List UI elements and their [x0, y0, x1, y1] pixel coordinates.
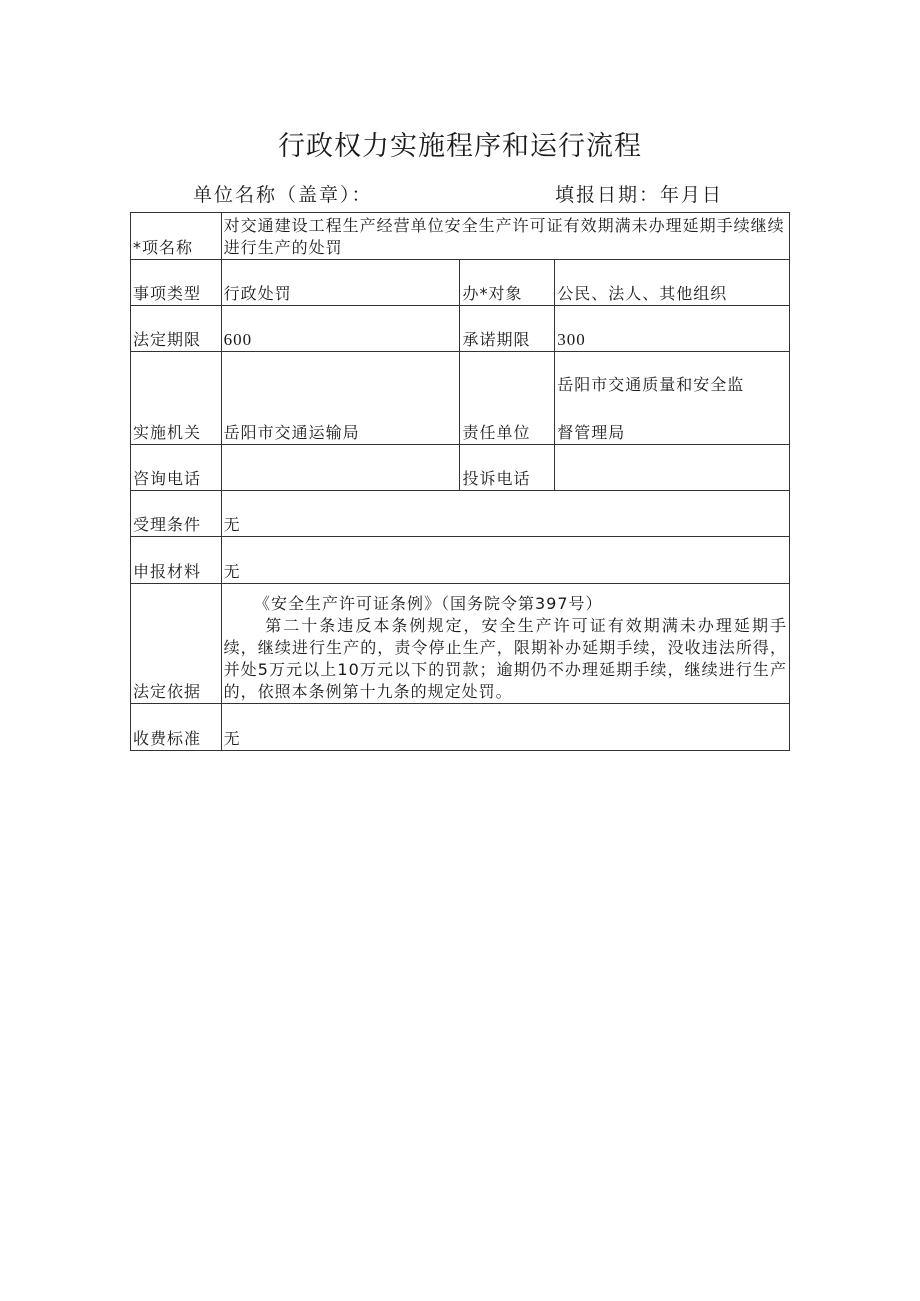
implementing-agency-label: 实施机关 [131, 352, 222, 445]
row-acceptance-conditions [131, 491, 790, 537]
legal-limit-label: 法定期限 [131, 306, 222, 352]
application-materials-value: 无 [221, 537, 789, 584]
fee-standard-label: 收费标准 [131, 704, 222, 751]
power-implementation-form [130, 212, 790, 751]
row-item-name [131, 213, 790, 260]
page-title: 行政权力实施程序和运行流程 [278, 131, 642, 162]
legal-basis-regulation: 《安全生产许可证条例》（国务院令第397号） [253, 594, 603, 613]
legal-limit-value: 600 [221, 306, 460, 352]
row-item-type [131, 260, 790, 306]
fill-date-label: 填报日期：年月日 [555, 184, 724, 206]
row-fee-standard [131, 704, 790, 751]
responsible-unit-value [555, 352, 790, 445]
complaint-phone-value [555, 445, 790, 491]
item-type-label: 事项类型 [131, 260, 222, 306]
legal-basis-value [221, 584, 789, 704]
unit-name-label: 单位名称（盖章）： [193, 184, 373, 206]
row-legal-basis [131, 584, 790, 704]
responsible-unit-line2: 督管理局 [557, 423, 626, 442]
responsible-unit-line1: 岳阳市交通质量和安全监 [557, 375, 745, 394]
fee-standard-value: 无 [221, 704, 789, 751]
row-application-materials [131, 537, 790, 584]
item-name-value: 对交通建设工程生产经营单位安全生产许可证有效期满未办理延期手续继续进行生产的处罚 [221, 213, 789, 260]
consult-phone-value [221, 445, 460, 491]
item-type-value: 行政处罚 [221, 260, 460, 306]
row-phones [131, 445, 790, 491]
implementing-agency-value: 岳阳市交通运输局 [221, 352, 460, 445]
promised-limit-label: 承诺期限 [460, 306, 555, 352]
legal-basis-article: 第二十条违反本条例规定，安全生产许可证有效期满未办理延期手续，继续进行生产的，责令停止生产，限期补办延期手续，没收违法所得，并处5万元以上10万元以下的罚款；逾期仍不办理延期手续，继续进行生产的，依照本条例第十九条的规定处罚。 [223, 616, 787, 701]
consult-phone-label: 咨询电话 [131, 445, 222, 491]
acceptance-conditions-label: 受理条件 [131, 491, 222, 537]
application-materials-label: 申报材料 [131, 537, 222, 584]
complaint-phone-label: 投诉电话 [460, 445, 555, 491]
row-agencies [131, 352, 790, 445]
row-time-limits [131, 306, 790, 352]
responsible-unit-label: 责任单位 [460, 352, 555, 445]
target-value: 公民、法人、其他组织 [555, 260, 790, 306]
promised-limit-value: 300 [555, 306, 790, 352]
acceptance-conditions-value: 无 [221, 491, 789, 537]
item-name-label: *项名称 [131, 213, 222, 260]
legal-basis-label: 法定依据 [131, 584, 222, 704]
target-label: 办*对象 [460, 260, 555, 306]
